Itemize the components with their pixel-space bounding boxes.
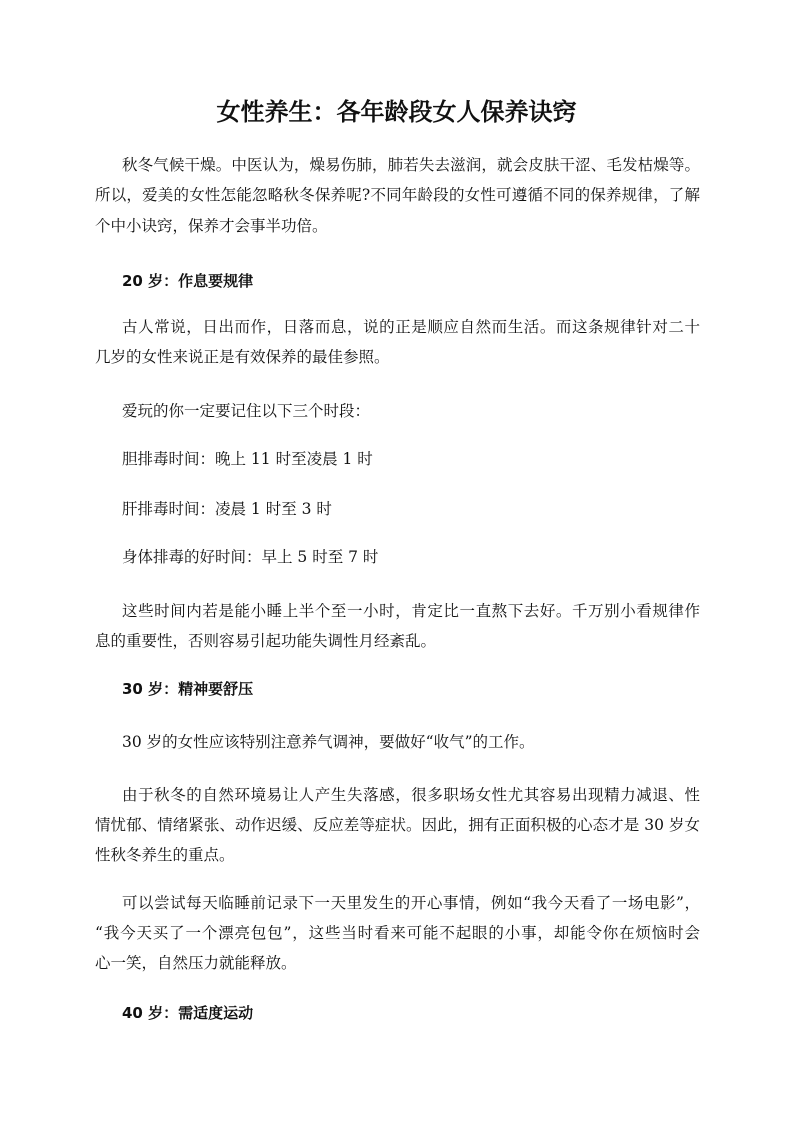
paragraph-line: 可以尝试每天临睡前记录下一天里发生的开心事情，例如“我今天看了一场电影”， bbox=[122, 894, 700, 912]
paragraph-line: 身体排毒的好时间：早上 5 时至 7 时 bbox=[122, 548, 379, 566]
document-title: 女性养生：各年龄段女人保养诀窍 bbox=[216, 98, 577, 126]
paragraph-line: 息的重要性，否则容易引起功能失调性月经紊乱。 bbox=[95, 632, 437, 650]
paragraph-line: 古人常说，日出而作，日落而息，说的正是顺应自然而生活。而这条规律针对二十 bbox=[122, 318, 700, 336]
paragraph-line: 心一笑，自然压力就能释放。 bbox=[95, 954, 297, 972]
paragraph-line: 几岁的女性来说正是有效保养的最佳参照。 bbox=[95, 348, 390, 366]
section-heading-40: 40 岁：需适度运动 bbox=[122, 1004, 254, 1022]
paragraph-line: 30 岁的女性应该特别注意养气调神，要做好“收气”的工作。 bbox=[122, 733, 535, 751]
paragraph-line: 情忧郁、情绪紧张、动作迟缓、反应差等症状。因此，拥有正面积极的心态才是 30 岁女 bbox=[95, 816, 700, 834]
paragraph-line: 肝排毒时间：凌晨 1 时至 3 时 bbox=[122, 500, 332, 518]
paragraph-line: 秋冬气候干燥。中医认为，燥易伤肺，肺若失去滋润，就会皮肤干涩、毛发枯燥等。 bbox=[122, 156, 700, 174]
paragraph-line: “我今天买了一个漂亮包包”，这些当时看来可能不起眼的小事，却能令你在烦恼时会 bbox=[95, 924, 700, 942]
section-heading-20: 20 岁：作息要规律 bbox=[122, 272, 254, 290]
paragraph-line: 由于秋冬的自然环境易让人产生失落感，很多职场女性尤其容易出现精力减退、性 bbox=[122, 786, 700, 804]
paragraph-line: 爱玩的你一定要记住以下三个时段： bbox=[122, 402, 371, 420]
paragraph-line: 性秋冬养生的重点。 bbox=[95, 846, 235, 864]
paragraph-line: 所以，爱美的女性怎能忽略秋冬保养呢?不同年龄段的女性可遵循不同的保养规律，了解 bbox=[95, 186, 700, 204]
paragraph-line: 这些时间内若是能小睡上半个至一小时，肯定比一直熬下去好。千万别小看规律作 bbox=[122, 602, 700, 620]
section-heading-30: 30 岁：精神要舒压 bbox=[122, 680, 254, 698]
paragraph-line: 胆排毒时间：晚上 11 时至凌晨 1 时 bbox=[122, 450, 373, 468]
paragraph-line: 个中小诀窍，保养才会事半功倍。 bbox=[95, 217, 328, 235]
